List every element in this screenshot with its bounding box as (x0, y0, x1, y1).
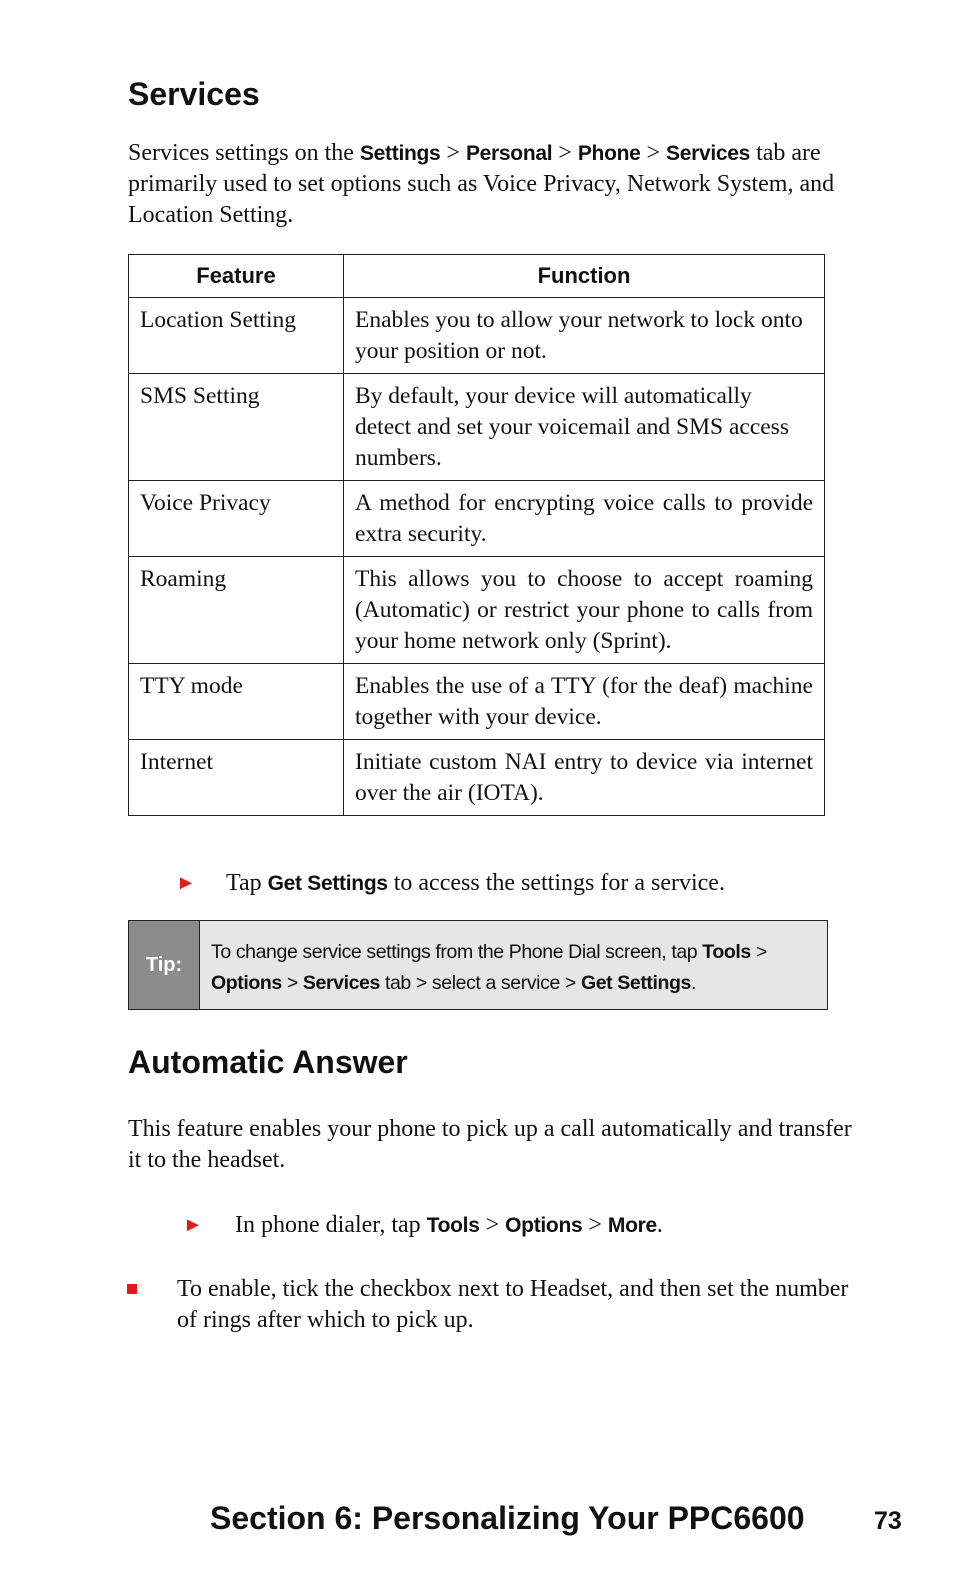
table-row (129, 557, 825, 664)
footer-section-title: Section 6: Personalizing Your PPC6600 (210, 1500, 805, 1536)
feature-cell: Location Setting (129, 298, 344, 374)
tip-text: To change service settings from the Phone Dial screen, tap Tools > Options > Services tab > select a service > Get Settings. (211, 941, 767, 994)
function-cell: Enables the use of a TTY (for the deaf) machine together with your device. (344, 664, 825, 740)
automatic-answer-description: This feature enables your phone to pick up a call automatically and transfer it to the headset. (128, 1116, 852, 1173)
table-row (129, 374, 825, 481)
table-row (129, 298, 825, 374)
step-arrow-icon: ► (176, 872, 196, 894)
step-text: Tap Get Settings to access the settings for a service. (226, 870, 725, 896)
services-intro: Services settings on the Settings > Personal > Phone > Services tab are primarily used to set options such as Voice Privacy, Network System, and Location Setting. (128, 140, 835, 228)
step-arrow-icon: ► (183, 1214, 203, 1236)
feature-cell: Roaming (129, 557, 344, 664)
feature-cell: TTY mode (129, 664, 344, 740)
table-row (129, 740, 825, 816)
feature-cell: Internet (129, 740, 344, 816)
table-row (129, 481, 825, 557)
function-cell: Initiate custom NAI entry to device via internet over the air (IOTA). (344, 740, 825, 816)
tip-label: Tip: (129, 921, 200, 1009)
services-heading: Services (128, 76, 260, 112)
automatic-answer-heading: Automatic Answer (128, 1044, 408, 1080)
table-row (129, 664, 825, 740)
function-cell: This allows you to choose to accept roaming (Automatic) or restrict your phone to calls from your home network only (Sprint). (344, 557, 825, 664)
page-number: 73 (874, 1507, 902, 1535)
tip-box (128, 920, 828, 1010)
bullet-text: To enable, tick the checkbox next to Headset, and then set the number of rings after which to pick up. (177, 1276, 849, 1333)
function-cell: Enables you to allow your network to lock onto your position or not. (344, 298, 825, 374)
feature-cell: SMS Setting (129, 374, 344, 481)
services-feature-table (128, 254, 825, 816)
step-text: In phone dialer, tap Tools > Options > More. (235, 1212, 663, 1238)
red-square-bullet-icon (127, 1284, 137, 1294)
feature-cell: Voice Privacy (129, 481, 344, 557)
function-cell: A method for encrypting voice calls to provide extra security. (344, 481, 825, 557)
table-header-row (129, 255, 825, 298)
feature-column-header: Feature (129, 255, 344, 298)
function-cell: By default, your device will automatically detect and set your voicemail and SMS access numbers. (344, 374, 825, 481)
function-column-header: Function (344, 255, 825, 298)
